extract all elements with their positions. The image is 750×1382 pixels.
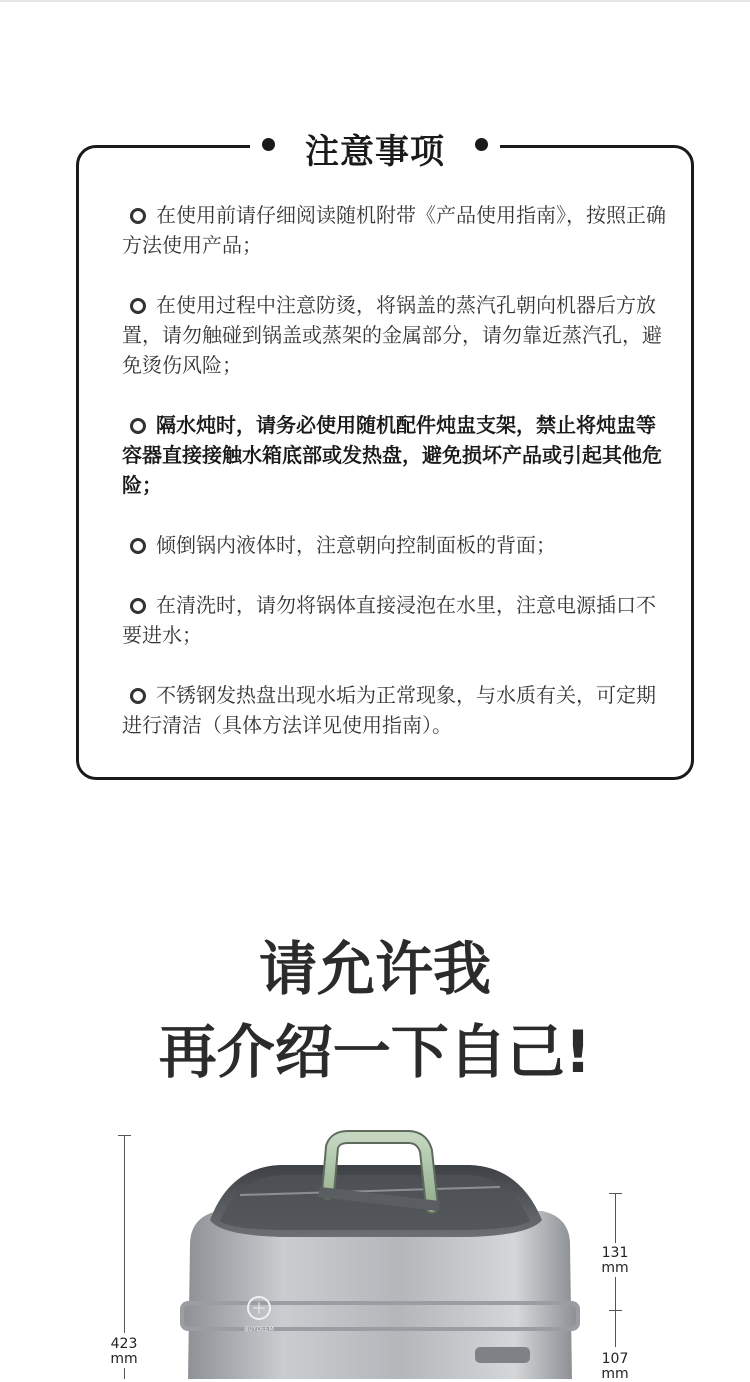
bullet-circle-icon — [130, 298, 146, 314]
bullet-circle-icon — [130, 688, 146, 704]
notice-title: 注意事项 — [305, 132, 445, 172]
notice-item — [122, 590, 670, 650]
notice-title-wrap — [250, 122, 500, 172]
section-height-label: 107 mm — [601, 1351, 629, 1382]
brand-logo-text: BUYDEEM — [244, 1326, 274, 1333]
lid-height-line — [615, 1193, 616, 1243]
notice-item — [122, 200, 670, 260]
notice-list — [122, 200, 670, 770]
section-divider-tick — [609, 1310, 622, 1311]
notice-item — [122, 530, 670, 560]
top-divider — [0, 0, 750, 2]
title-right-dot — [475, 138, 488, 151]
lid-height-top-tick — [609, 1193, 622, 1194]
notice-item-text: 不锈钢发热盘出现水垢为正常现象，与水质有关，可定期进行清洁（具体方法详见使用指南）。 — [122, 683, 656, 737]
notice-item-text: 隔水炖时，请务必使用随机配件炖盅支架，禁止将炖盅等容器直接接触水箱底部或发热盘，避免损坏产品或引起其他危险； — [122, 413, 662, 497]
notice-item-text: 在使用前请仔细阅读随机附带《产品使用指南》，按照正确方法使用产品； — [122, 203, 666, 257]
intro-heading-line1: 请允许我 — [258, 935, 491, 1003]
bullet-circle-icon — [130, 538, 146, 554]
bullet-circle-icon — [130, 418, 146, 434]
notice-item-text: 在使用过程中注意防烫，将锅盖的蒸汽孔朝向机器后方放置，请勿触碰到锅盖或蒸架的金属部分，请勿靠近蒸汽孔，避免烫伤风险； — [122, 293, 662, 377]
notice-item — [122, 290, 670, 380]
total-height-line — [124, 1135, 125, 1333]
lid-height-label: 131 mm — [601, 1245, 629, 1276]
notice-item-important — [122, 410, 670, 500]
total-height-label: 423 mm — [110, 1336, 138, 1367]
bullet-circle-icon — [130, 598, 146, 614]
total-height-top-tick — [118, 1135, 131, 1136]
notice-item — [122, 680, 670, 740]
notice-item-text: 在清洗时，请勿将锅体直接浸泡在水里，注意电源插口不要进水； — [122, 593, 656, 647]
bullet-circle-icon — [130, 208, 146, 224]
total-height-line-lower — [124, 1368, 125, 1379]
notice-item-text: 倾倒锅内液体时，注意朝向控制面板的背面； — [156, 533, 556, 557]
intro-heading-line2: 再介绍一下自己! — [158, 1018, 592, 1086]
section-height-line — [615, 1277, 616, 1347]
steamer-pot-illustration — [170, 1125, 590, 1379]
